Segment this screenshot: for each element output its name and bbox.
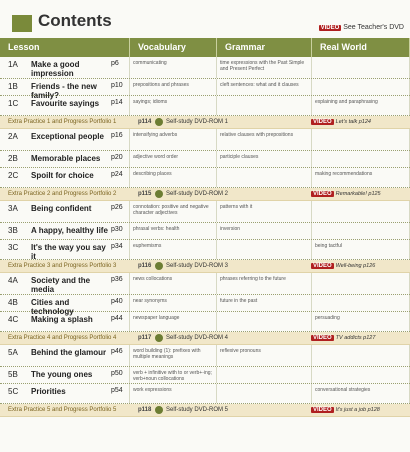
video-note-text: See Teacher's DVD bbox=[343, 24, 404, 31]
lesson-title: Make a good impression bbox=[31, 60, 80, 78]
lesson-number: 1C bbox=[8, 99, 19, 108]
lesson-page[interactable]: p40 bbox=[111, 298, 123, 305]
lesson-cell bbox=[0, 273, 130, 294]
lesson-cell bbox=[0, 168, 130, 187]
extra-practice-page[interactable]: p118 bbox=[138, 407, 152, 413]
vocabulary-cell: intensifying adverbs bbox=[130, 129, 217, 150]
grammar-cell bbox=[217, 168, 312, 187]
real-world-cell: being tactful bbox=[312, 240, 410, 259]
lesson-title: Making a splash bbox=[31, 315, 93, 324]
vocabulary-cell: word building (1): prefixes with multiple meanings bbox=[130, 345, 217, 366]
lesson-number: 1A bbox=[8, 60, 18, 69]
lesson-title: Spoilt for choice bbox=[31, 171, 94, 180]
vocabulary-cell: prepositions and phrases bbox=[130, 79, 217, 95]
lesson-title: A happy, healthy life bbox=[31, 226, 108, 235]
lesson-number: 3B bbox=[8, 226, 18, 235]
lesson-page[interactable]: p10 bbox=[111, 82, 123, 89]
lesson-cell bbox=[0, 345, 130, 366]
grammar-cell: future in the past bbox=[217, 295, 312, 311]
lesson-number: 2A bbox=[8, 132, 18, 141]
dvd-label[interactable]: Self-study DVD-ROM 4 bbox=[166, 335, 229, 341]
extra-practice-page[interactable]: p114 bbox=[138, 119, 152, 125]
real-world-cell bbox=[312, 201, 410, 222]
dvd-disc-icon bbox=[155, 406, 163, 414]
real-world-cell bbox=[312, 345, 410, 366]
dvd-label[interactable]: Self-study DVD-ROM 1 bbox=[166, 119, 229, 125]
real-world-cell bbox=[312, 223, 410, 239]
grammar-cell: reflexive pronouns bbox=[217, 345, 312, 366]
real-world-cell bbox=[312, 79, 410, 95]
lesson-title: It's the way you say it bbox=[31, 243, 106, 261]
vocabulary-cell: phrasal verbs: health bbox=[130, 223, 217, 239]
lesson-title: Favourite sayings bbox=[31, 99, 100, 108]
lesson-cell bbox=[0, 240, 130, 259]
lesson-number: 2B bbox=[8, 154, 18, 163]
real-world-cell: explaining and paraphrasing bbox=[312, 96, 410, 115]
video-tag: VIDEO bbox=[320, 25, 340, 31]
real-world-cell bbox=[312, 151, 410, 167]
page-title: Contents bbox=[38, 11, 112, 30]
lesson-title: Behind the glamour bbox=[31, 348, 107, 357]
grammar-cell: time expressions with the Past Simple and Present Perfect bbox=[217, 57, 312, 78]
lesson-cell bbox=[0, 57, 130, 78]
lesson-page[interactable]: p44 bbox=[111, 315, 123, 322]
dvd-label[interactable]: Self-study DVD-ROM 3 bbox=[166, 263, 229, 269]
dvd-disc-icon bbox=[155, 334, 163, 342]
col-lesson: Lesson bbox=[0, 38, 130, 57]
extra-practice-row bbox=[0, 116, 410, 129]
table-row bbox=[0, 384, 410, 404]
table-row bbox=[0, 168, 410, 188]
lesson-page[interactable]: p30 bbox=[111, 226, 123, 233]
dvd-disc-icon bbox=[155, 190, 163, 198]
real-world-cell: making recommendations bbox=[312, 168, 410, 187]
extra-video bbox=[311, 407, 380, 413]
table-row bbox=[0, 240, 410, 260]
real-world-cell bbox=[312, 57, 410, 78]
vocabulary-cell: communicating bbox=[130, 57, 217, 78]
vocabulary-cell: describing places bbox=[130, 168, 217, 187]
real-world-cell: conversational strategies bbox=[312, 384, 410, 403]
vocabulary-cell: newspaper language bbox=[130, 312, 217, 331]
lesson-cell bbox=[0, 367, 130, 383]
extra-practice-row bbox=[0, 332, 410, 345]
real-world-cell bbox=[312, 367, 410, 383]
table-row bbox=[0, 367, 410, 384]
table-row bbox=[0, 57, 410, 79]
vocabulary-cell: adjective word order bbox=[130, 151, 217, 167]
video-tag: VIDEO bbox=[313, 263, 332, 269]
extra-video bbox=[311, 191, 381, 197]
lesson-cell bbox=[0, 312, 130, 331]
extra-video bbox=[311, 119, 371, 125]
lesson-title: Priorities bbox=[31, 387, 66, 396]
lesson-number: 1B bbox=[8, 82, 18, 91]
lesson-number: 3C bbox=[8, 243, 19, 252]
extra-video bbox=[311, 335, 375, 341]
video-tag: VIDEO bbox=[313, 191, 332, 197]
col-vocabulary: Vocabulary bbox=[130, 38, 217, 57]
grammar-cell bbox=[217, 367, 312, 383]
lesson-number: 3A bbox=[8, 204, 18, 213]
col-real-world: Real World bbox=[312, 38, 410, 57]
video-title[interactable]: Remarkable! p125 bbox=[335, 191, 381, 197]
lesson-cell bbox=[0, 223, 130, 239]
grammar-cell bbox=[217, 384, 312, 403]
grammar-cell: patterns with it bbox=[217, 201, 312, 222]
lesson-page[interactable]: p50 bbox=[111, 370, 123, 377]
vocabulary-cell: verb + infinitive with to or verb+-ing; verb+noun collocations bbox=[130, 367, 217, 383]
table-row bbox=[0, 129, 410, 151]
lesson-cell bbox=[0, 79, 130, 100]
grammar-cell: inversion bbox=[217, 223, 312, 239]
lesson-cell bbox=[0, 384, 130, 403]
grammar-cell bbox=[217, 96, 312, 115]
extra-practice-page[interactable]: p116 bbox=[138, 263, 152, 269]
lesson-page[interactable]: p16 bbox=[111, 132, 123, 139]
dvd-label[interactable]: Self-study DVD-ROM 5 bbox=[166, 407, 229, 413]
lesson-page[interactable]: p14 bbox=[111, 99, 123, 106]
video-title[interactable]: Well-being p126 bbox=[335, 263, 376, 269]
video-tag: VIDEO bbox=[313, 335, 332, 341]
table-row bbox=[0, 79, 410, 100]
vocabulary-cell: work expressions bbox=[130, 384, 217, 403]
table-row bbox=[0, 201, 410, 223]
video-title[interactable]: TV addicts p127 bbox=[335, 335, 376, 341]
dvd-disc-icon bbox=[155, 262, 163, 270]
lesson-page[interactable]: p24 bbox=[111, 171, 123, 178]
table-row bbox=[0, 273, 410, 295]
lesson-title: Being confident bbox=[31, 204, 92, 213]
grammar-cell: phrases referring to the future bbox=[217, 273, 312, 294]
table-header bbox=[0, 38, 410, 57]
extra-practice-label[interactable]: Extra Practice 5 and Progress Portfolio 5 bbox=[8, 407, 117, 413]
lesson-number: 2C bbox=[8, 171, 19, 180]
lesson-cell bbox=[0, 151, 130, 167]
lesson-number: 4B bbox=[8, 298, 18, 307]
lesson-page[interactable]: p54 bbox=[111, 387, 123, 394]
extra-practice-label[interactable]: Extra Practice 3 and Progress Portfolio 3 bbox=[8, 263, 117, 269]
vocabulary-cell: news collocations bbox=[130, 273, 217, 294]
lesson-number: 5C bbox=[8, 387, 19, 396]
grammar-cell: cleft sentences: what and it clauses bbox=[217, 79, 312, 95]
lesson-title: Cities and technology bbox=[31, 298, 74, 316]
table-row bbox=[0, 295, 410, 316]
lesson-title: Exceptional people bbox=[31, 132, 104, 141]
lesson-page[interactable]: p26 bbox=[111, 204, 123, 211]
lesson-page[interactable]: p6 bbox=[111, 60, 119, 67]
real-world-cell: persuading bbox=[312, 312, 410, 331]
video-title[interactable]: It's just a job p128 bbox=[335, 407, 380, 413]
contents-table bbox=[0, 38, 410, 417]
extra-practice-page[interactable]: p115 bbox=[138, 191, 152, 197]
grammar-cell bbox=[217, 240, 312, 259]
vocabulary-cell: euphemisms bbox=[130, 240, 217, 259]
page-header bbox=[0, 0, 410, 40]
lesson-title: Friends - the new family? bbox=[31, 82, 97, 100]
lesson-number: 4A bbox=[8, 276, 18, 285]
lesson-number: 5A bbox=[8, 348, 18, 357]
lesson-cell bbox=[0, 201, 130, 222]
real-world-cell bbox=[312, 273, 410, 294]
vocabulary-cell: connotation: positive and negative character adjectives bbox=[130, 201, 217, 222]
lesson-number: 4C bbox=[8, 315, 19, 324]
grammar-cell: participle clauses bbox=[217, 151, 312, 167]
extra-video bbox=[311, 263, 375, 269]
grammar-cell bbox=[217, 312, 312, 331]
extra-practice-label[interactable]: Extra Practice 2 and Progress Portfolio 2 bbox=[8, 191, 117, 197]
lesson-page[interactable]: p34 bbox=[111, 243, 123, 250]
table-row bbox=[0, 223, 410, 240]
grammar-cell: relative clauses with prepositions bbox=[217, 129, 312, 150]
lesson-cell bbox=[0, 129, 130, 150]
vocabulary-cell: sayings; idioms bbox=[130, 96, 217, 115]
lesson-page[interactable]: p36 bbox=[111, 276, 123, 283]
real-world-cell bbox=[312, 129, 410, 150]
section-marker bbox=[12, 15, 32, 32]
table-row bbox=[0, 312, 410, 332]
extra-practice-row bbox=[0, 260, 410, 273]
video-tag: VIDEO bbox=[313, 119, 332, 125]
lesson-title: The young ones bbox=[31, 370, 93, 379]
table-row bbox=[0, 345, 410, 367]
real-world-cell bbox=[312, 295, 410, 311]
extra-practice-label[interactable]: Extra Practice 4 and Progress Portfolio 4 bbox=[8, 335, 117, 341]
table-row bbox=[0, 151, 410, 168]
table-row bbox=[0, 96, 410, 116]
lesson-cell bbox=[0, 96, 130, 115]
dvd-disc-icon bbox=[155, 118, 163, 126]
vocabulary-cell: near synonyms bbox=[130, 295, 217, 311]
extra-practice-page[interactable]: p117 bbox=[138, 335, 152, 341]
lesson-page[interactable]: p46 bbox=[111, 348, 123, 355]
lesson-page[interactable]: p20 bbox=[111, 154, 123, 161]
lesson-number: 5B bbox=[8, 370, 18, 379]
extra-practice-row bbox=[0, 404, 410, 417]
video-note bbox=[319, 24, 404, 31]
extra-practice-label[interactable]: Extra Practice 1 and Progress Portfolio 1 bbox=[8, 119, 117, 125]
extra-practice-row bbox=[0, 188, 410, 201]
lesson-title: Society and the media bbox=[31, 276, 91, 294]
lesson-title: Memorable places bbox=[31, 154, 101, 163]
dvd-label[interactable]: Self-study DVD-ROM 2 bbox=[166, 191, 229, 197]
col-grammar: Grammar bbox=[217, 38, 312, 57]
video-title[interactable]: Let's talk p124 bbox=[335, 119, 371, 125]
lesson-cell bbox=[0, 295, 130, 316]
video-tag: VIDEO bbox=[313, 407, 332, 413]
